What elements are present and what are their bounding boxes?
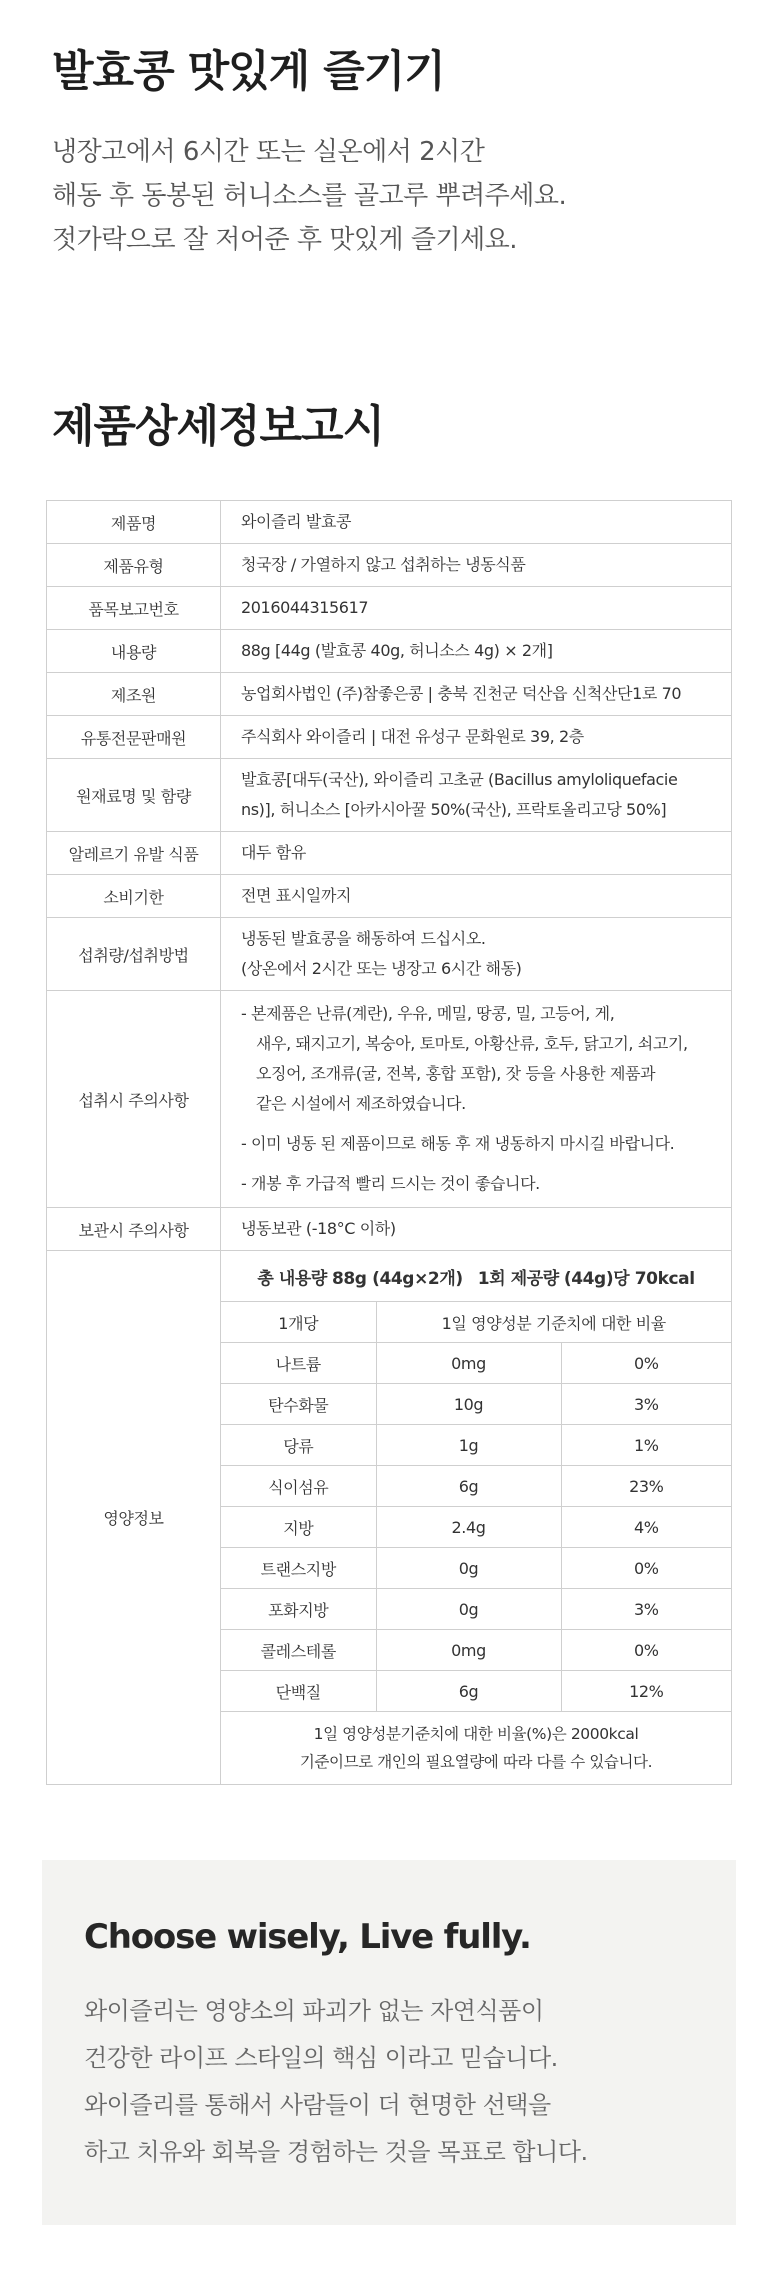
brand-message [84, 1988, 588, 2176]
enjoy-section-title: 발효콩 맛있게 즐기기 [52, 47, 445, 97]
nutrient-name: 콜레스테롤 [221, 1630, 376, 1671]
nutrient-amount: 0g [376, 1589, 561, 1630]
row-value: 와이즐리 발효콩 [221, 501, 732, 544]
nutrient-percent: 0% [561, 1630, 731, 1671]
brand-line: 와이즐리는 영양소의 파괴가 없는 자연식품이 [84, 1997, 544, 2025]
enjoy-line: 냉장고에서 6시간 또는 실온에서 2시간 [52, 137, 485, 167]
nutrient-amount: 1g [376, 1425, 561, 1466]
row-label: 유통전문판매원 [47, 716, 221, 759]
row-value: 대두 함유 [221, 832, 732, 875]
nutrient-name: 식이섬유 [221, 1466, 376, 1507]
row-label: 알레르기 유발 식품 [47, 832, 221, 875]
row-label: 내용량 [47, 630, 221, 673]
enjoy-line: 젓가락으로 잘 저어준 후 맛있게 즐기세요. [52, 225, 518, 255]
row-value [221, 991, 732, 1208]
nutrition-ratio-header: 1일 영양성분 기준치에 대한 비율 [376, 1302, 731, 1343]
row-label: 제조원 [47, 673, 221, 716]
nutrient-percent: 12% [561, 1671, 731, 1712]
row-value: 88g [44g (발효콩 40g, 허니소스 4g) × 2개] [221, 630, 732, 673]
note-line: 1일 영양성분기준치에 대한 비율(%)은 2000kcal [313, 1725, 639, 1743]
nutrition-total-row [221, 1251, 731, 1302]
nutrient-percent: 4% [561, 1507, 731, 1548]
bullet-line: 오징어, 조개류(굴, 전복, 홍합 포함), 잣 등을 사용한 제품과 [256, 1064, 656, 1083]
row-value: 청국장 / 가열하지 않고 섭취하는 냉동식품 [221, 544, 732, 587]
nutrient-name: 나트륨 [221, 1343, 376, 1384]
nutrition-row [221, 1425, 731, 1466]
row-label: 제품명 [47, 501, 221, 544]
nutrient-amount: 0mg [376, 1343, 561, 1384]
row-value: 201604431561​7 [221, 587, 732, 630]
table-row [47, 673, 732, 716]
nutrition-row [221, 1384, 731, 1425]
nutrient-percent: 3% [561, 1589, 731, 1630]
table-row [47, 875, 732, 918]
nutrient-amount: 6g [376, 1466, 561, 1507]
nutrition-header-row [221, 1302, 731, 1343]
nutrition-row [221, 1466, 731, 1507]
table-row [47, 1251, 732, 1785]
nutrition-row [221, 1671, 731, 1712]
row-label: 제품유형 [47, 544, 221, 587]
row-value [221, 918, 732, 991]
nutrient-name: 탄수화물 [221, 1384, 376, 1425]
enjoy-instructions [52, 130, 752, 262]
nutrition-row [221, 1507, 731, 1548]
nutrient-name: 단백질 [221, 1671, 376, 1712]
nutrient-percent: 1% [561, 1425, 731, 1466]
value-line: 발효콩[대두(국산), 와이즐리 고초균 (Bacillus amyloliquefacie [241, 770, 678, 789]
table-row [47, 832, 732, 875]
nutrient-name: 트랜스지방 [221, 1548, 376, 1589]
table-row [47, 1208, 732, 1251]
row-value: 농업회사법인 (주)참좋은콩 | 충북 진천군 덕산읍 신척산단1로 70 [221, 673, 732, 716]
row-label: 섭취량/섭취방법 [47, 918, 221, 991]
nutrient-name: 지방 [221, 1507, 376, 1548]
nutrient-amount: 0mg [376, 1630, 561, 1671]
value-line: (상온에서 2시간 또는 냉장고 6시간 해동) [241, 959, 522, 978]
row-value [221, 759, 732, 832]
nutrition-note [221, 1712, 731, 1785]
bullet-line: 같은 시설에서 제조하였습니다. [256, 1094, 466, 1113]
row-value: 전면 표시일까지 [221, 875, 732, 918]
nutrient-percent: 23% [561, 1466, 731, 1507]
nutrition-note-row [221, 1712, 731, 1785]
nutrition-table [221, 1251, 731, 1784]
nutrition-row [221, 1589, 731, 1630]
nutrient-percent: 0% [561, 1548, 731, 1589]
product-info-table [46, 500, 732, 1785]
brand-line: 와이즐리를 통해서 사람들이 더 현명한 선택을 [84, 2091, 551, 2119]
enjoy-line: 해동 후 동봉된 허니소스를 골고루 뿌려주세요. [52, 181, 567, 211]
table-row [47, 991, 732, 1208]
nutrition-row [221, 1343, 731, 1384]
table-row [47, 501, 732, 544]
serving-label: 1회 제공량 [477, 1268, 559, 1289]
nutrition-info [221, 1251, 732, 1785]
table-row [47, 544, 732, 587]
nutrition-row [221, 1548, 731, 1589]
row-label: 원재료명 및 함량 [47, 759, 221, 832]
nutrient-percent: 3% [561, 1384, 731, 1425]
brand-line: 건강한 라이프 스타일의 핵심 이라고 믿습니다. [84, 2044, 558, 2072]
bullet-line: - 이미 냉동 된 제품이므로 해동 후 재 냉동하지 마시길 바랍니다. [241, 1134, 675, 1153]
nutrient-amount: 2.4g [376, 1507, 561, 1548]
table-row [47, 716, 732, 759]
nutrient-amount: 6g [376, 1671, 561, 1712]
nutrient-amount: 0g [376, 1548, 561, 1589]
caution-bullet [241, 1129, 719, 1159]
caution-bullet [241, 1169, 719, 1199]
total-value: 88g (44g×2개) [331, 1268, 463, 1289]
table-row [47, 630, 732, 673]
bullet-line: 새우, 돼지고기, 복숭아, 토마토, 아황산류, 호두, 닭고기, 쇠고기, [256, 1034, 688, 1053]
nutrient-name: 포화지방 [221, 1589, 376, 1630]
report-section-title: 제품상세정보고시 [52, 401, 385, 452]
caution-bullet [241, 999, 719, 1119]
total-label: 총 내용량 [257, 1268, 327, 1289]
row-label: 품목보고번호 [47, 587, 221, 630]
bullet-line: - 개봉 후 가급적 빨리 드시는 것이 좋습니다. [241, 1174, 540, 1193]
nutrition-row [221, 1630, 731, 1671]
nutrient-name: 당류 [221, 1425, 376, 1466]
value-line: 냉동된 발효콩을 해동하여 드십시오. [241, 929, 486, 948]
value-line: ns)], 허니소스 [아카시아꿀 50%(국산), 프락토올리고당 50%] [241, 800, 667, 819]
nutrition-summary [221, 1251, 731, 1302]
nutrient-amount: 10g [376, 1384, 561, 1425]
row-label: 영양정보 [47, 1251, 221, 1785]
row-label: 소비기한 [47, 875, 221, 918]
bullet-line: - 본제품은 난류(계란), 우유, 메밀, 땅콩, 밀, 고등어, 게, [241, 1004, 615, 1023]
table-row [47, 918, 732, 991]
row-label: 보관시 주의사항 [47, 1208, 221, 1251]
table-row [47, 759, 732, 832]
note-line: 기준이므로 개인의 필요열량에 따라 다를 수 있습니다. [299, 1753, 653, 1771]
serving-value: (44g)당 70kcal [563, 1268, 695, 1289]
brand-line: 하고 치유와 회복을 경험하는 것을 목표로 합니다. [84, 2138, 588, 2166]
brand-slogan: Choose wisely, Live fully. [84, 1917, 531, 1957]
row-value: 냉동보관 (-18°C 이하) [221, 1208, 732, 1251]
table-row [47, 587, 732, 630]
row-value: 주식회사 와이즐리 | 대전 유성구 문화원로 39, 2층 [221, 716, 732, 759]
row-label: 섭취시 주의사항 [47, 991, 221, 1208]
brand-message-box [42, 1860, 736, 2225]
nutrient-percent: 0% [561, 1343, 731, 1384]
nutrition-unit-header: 1개당 [221, 1302, 376, 1343]
